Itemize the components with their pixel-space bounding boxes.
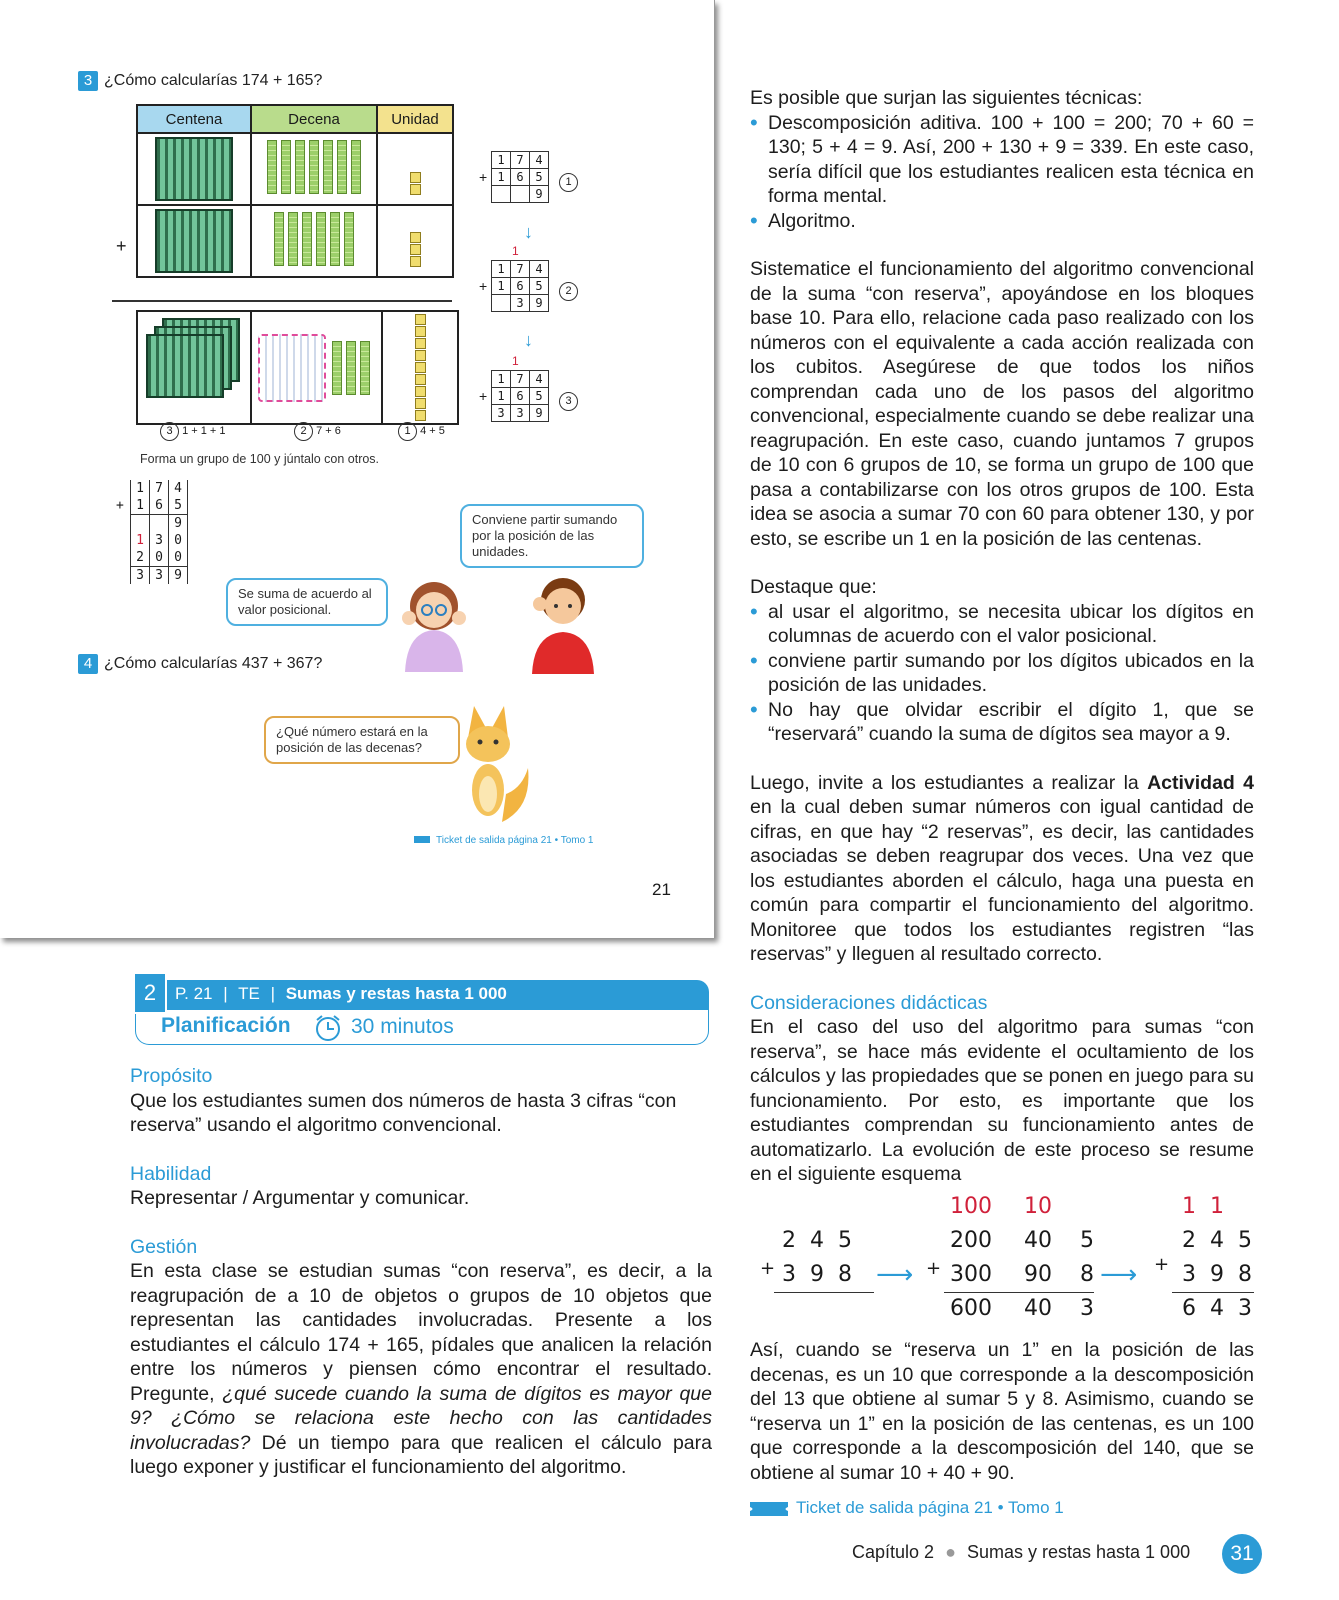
- header-unidad: Unidad: [377, 105, 453, 133]
- ten-rods-row1: [251, 133, 377, 205]
- list-item: • conviene partir sumando por los dígitos ubicados en la posición de las unidades.: [768, 649, 1254, 698]
- step-label-2: 2 7 + 6: [294, 422, 341, 441]
- banner-title: Sumas y restas hasta 1 000: [285, 984, 507, 1003]
- step-label-1: 1 4 + 5: [398, 422, 445, 441]
- header-centena: Centena: [137, 105, 251, 133]
- chapter-label: Capítulo 2: [852, 1542, 935, 1562]
- destaque-heading: Destaque que:: [750, 576, 877, 598]
- carry-10: 10: [1024, 1194, 1052, 1219]
- base10-table: [136, 104, 454, 278]
- scheme-3-carry: 11: [1182, 1194, 1238, 1219]
- scheme-2-cell: 300: [950, 1262, 992, 1287]
- habilidad-text: Representar / Argumentar y comunicar.: [130, 1187, 470, 1209]
- systematize-paragraph: Sistematice el funcionamiento del algoritmo convencional de la suma “con reserva”, apoyándose en los bloques base 10. Para ello, relacione cada paso realizado con los números con el equivalente a cada acción realizada con los cubitos. Asegúrese de que todos los niños comprendan cada uno de los pasos del algoritmo convencional, especialmente cuando se debe realizar una reagrupación. En este caso, cuando juntamos 7 grupos de 10 con 6 grupos de 10, se forma un grupo de 100 que pasa a contabilizarse con los otros grupos de 100. Esta idea se asocia a sumar 70 con 60 para obtener 130, y por esto, se escribe un 1 en la posición de las centenas.: [750, 258, 1254, 550]
- habilidad-heading: Habilidad: [130, 1162, 212, 1185]
- consideraciones-text: En el caso del uso del algoritmo para sumas “con reserva”, se hace más evidente el ocultamiento de los cálculos y las propiedades que se ponen en juego para su funcionamiento. Por esto, es importante que los estudiantes comprendan su funcionamiento antes de automatizarlo. La evolución de este proceso se resume en el siguiente esquema: [750, 1016, 1254, 1185]
- hundred-block: [155, 209, 233, 273]
- boy-illustration: [524, 570, 602, 674]
- carry-digit: 1: [512, 354, 519, 368]
- scheme-3-result: 643: [1182, 1296, 1266, 1321]
- speech-bubble-boy: Conviene partir sumando por la posición de las unidades.: [460, 504, 644, 568]
- scheme-2-cell: 200: [950, 1228, 992, 1253]
- lesson-duration: 30 minutos: [351, 1015, 454, 1038]
- lesson-banner: 2 P. 21 | TE | Sumas y restas hasta 1 000 Planificación 30 minutos: [133, 980, 709, 1048]
- list-item: • No hay que olvidar escribir el dígito 1, que se “reservará” cuando la suma de dígitos sea mayor a 9.: [768, 698, 1254, 747]
- plus-sign: +: [116, 236, 127, 256]
- base10-result: [136, 310, 459, 425]
- unit-cubes-row2: [377, 205, 453, 277]
- student-page: [0, 0, 715, 938]
- banner-page: P. 21: [175, 984, 213, 1003]
- fox-illustration: [452, 698, 534, 822]
- sum-line: [112, 300, 452, 302]
- scheme-2-cell: 40: [1024, 1228, 1052, 1253]
- scheme-3-bottom: 398: [1182, 1262, 1266, 1287]
- carry-digit: 1: [512, 244, 519, 258]
- arrow-down-icon: ↓: [524, 330, 533, 350]
- scheme-2-cell: 3: [1080, 1296, 1094, 1321]
- hundred-block: [155, 137, 233, 201]
- list-item: • Algoritmo.: [768, 209, 1254, 234]
- algo-step-3: + 1 7 4 1 6 5 3 3 9 3: [491, 370, 549, 422]
- result-tens: [251, 311, 382, 424]
- result-units: [382, 311, 458, 424]
- result-hundreds: [137, 311, 251, 424]
- alarm-clock-icon: [313, 1013, 343, 1043]
- algorithm-scheme: 245 + 398 ⟶ 100 10 200 40 5 + 300 90 8 600 40 3 ⟶ 11 245 + 398 643: [760, 1194, 1266, 1321]
- scheme-2-cell: 5: [1080, 1228, 1094, 1253]
- destaque-list: [750, 600, 1254, 747]
- left-column: [130, 1064, 712, 1480]
- algo-step-1: + 1 7 4 1 6 5 9 1: [491, 151, 549, 203]
- scheme-2-cell: 40: [1024, 1296, 1052, 1321]
- speech-bubble-fox: ¿Qué número estará en la posición de las decenas?: [264, 716, 460, 764]
- long-addition: + 1 7 4 1 6 5 9 1 3 0 2 0 0 3 3 9: [130, 480, 188, 584]
- reserva-paragraph: Así, cuando se “reserva un 1” en la posición de las decenas, es un 10 que corresponde a la descomposición del 13 que obtiene al sumar 5 y 8. Asimismo, cuando se “reserva un 1” en la posición de las centenas, es un 100 que corresponde a la descomposición del 140, que se obtiene al sumar 10 + 40 + 90.: [750, 1339, 1254, 1484]
- question-text: ¿Cómo calcularías 437 + 367?: [104, 655, 323, 672]
- consideraciones-heading: Consideraciones didácticas: [750, 991, 988, 1014]
- gestion-heading: Gestión: [130, 1235, 198, 1258]
- ticket-icon: [750, 1500, 788, 1518]
- gestion-text: En esta clase se estudian sumas “con reserva”, es decir, a la reagrupación de a 10 de objetos o grupos de 10 objetos que representan las cantidades involucradas. Presente a los estudiantes el cálculo 174 + 165, pídales que analicen la relación entre los números y piensen cómo encontrar el resultado. Pregunte, ¿qué sucede cuando la suma de dígitos es mayor que 9? ¿Cómo se relaciona este hecho con las cantidades involucradas? Dé un tiempo para que realicen el cálculo para luego exponer y justificar el funcionamiento del algoritmo.: [130, 1260, 712, 1478]
- scheme-2-cell: 600: [950, 1296, 992, 1321]
- girl-illustration: [395, 572, 473, 672]
- carry-100: 100: [950, 1194, 992, 1219]
- step-label-3: 3 1 + 1 + 1: [160, 422, 226, 441]
- scheme-3-top: 245: [1182, 1228, 1266, 1253]
- chapter-title: Sumas y restas hasta 1 000: [966, 1542, 1191, 1562]
- ticket-link[interactable]: Ticket de salida página 21 • Tomo 1: [750, 1498, 1064, 1518]
- arrow-right-icon: ⟶: [876, 1260, 914, 1290]
- scheme-2-cell: 90: [1024, 1262, 1052, 1287]
- list-item: • Descomposición aditiva. 100 + 100 = 200; 70 + 60 = 130; 5 + 4 = 9. Así, 200 + 130 + 9 = 339. En este caso, sería difícil que los estudiantes realicen esta técnica en forma mental.: [768, 111, 1254, 209]
- scheme-1-bottom: 398: [782, 1262, 866, 1287]
- techniques-intro: Es posible que surjan las siguientes técnicas:: [750, 87, 1143, 109]
- page-number: 31: [1222, 1534, 1262, 1574]
- caption: Forma un grupo de 100 y júntalo con otros.: [140, 452, 380, 466]
- question-4: [78, 654, 322, 674]
- list-item: • al usar el algoritmo, se necesita ubicar los dígitos en columnas de acuerdo con el valor posicional.: [768, 600, 1254, 649]
- scheme-2-cell: 8: [1080, 1262, 1094, 1287]
- lesson-number: 2: [133, 972, 167, 1014]
- footer: Capítulo 2 ● Sumas y restas hasta 1 000: [852, 1542, 1191, 1562]
- header-decena: Decena: [251, 105, 377, 133]
- arrow-right-icon: ⟶: [1100, 1260, 1138, 1290]
- right-column: [750, 86, 1254, 1187]
- speech-bubble-girl: Se suma de acuerdo al valor posicional.: [226, 578, 388, 626]
- ten-rods-row2: [251, 205, 377, 277]
- question-3: [78, 71, 322, 91]
- planificacion-label: Planificación: [161, 1014, 291, 1037]
- scheme-1-top: 245: [782, 1228, 866, 1253]
- question-text: ¿Cómo calcularías 174 + 165?: [104, 72, 323, 89]
- techniques-list: [750, 111, 1254, 234]
- algo-step-2: + 1 7 4 1 6 5 3 9 2: [491, 260, 549, 312]
- question-number: 3: [78, 71, 98, 91]
- question-number: 4: [78, 654, 98, 674]
- proposito-heading: Propósito: [130, 1065, 213, 1087]
- activity-paragraph: Luego, invite a los estudiantes a realizar la Actividad 4 en la cual deben sumar números con igual cantidad de cifras, en que hay “2 reservas”, es decir, las cantidades asociadas se deben reagrupar dos veces. Una vez que los estudiantes aborden el cálculo, haga una puesta en común para compartir el funcionamiento del algoritmo. Monitoree que todos los estudiantes registren “las reservas” y lleguen al resultado correcto.: [750, 771, 1254, 965]
- arrow-down-icon: ↓: [524, 222, 533, 242]
- ticket-ref: Ticket de salida página 21 • Tomo 1: [414, 835, 594, 846]
- proposito-text: Que los estudiantes sumen dos números de hasta 3 cifras “con reserva” usando el algoritmo convencional.: [130, 1089, 677, 1136]
- student-page-number: 21: [652, 880, 671, 899]
- unit-cubes-row1: [377, 133, 453, 205]
- banner-te: TE: [238, 984, 260, 1003]
